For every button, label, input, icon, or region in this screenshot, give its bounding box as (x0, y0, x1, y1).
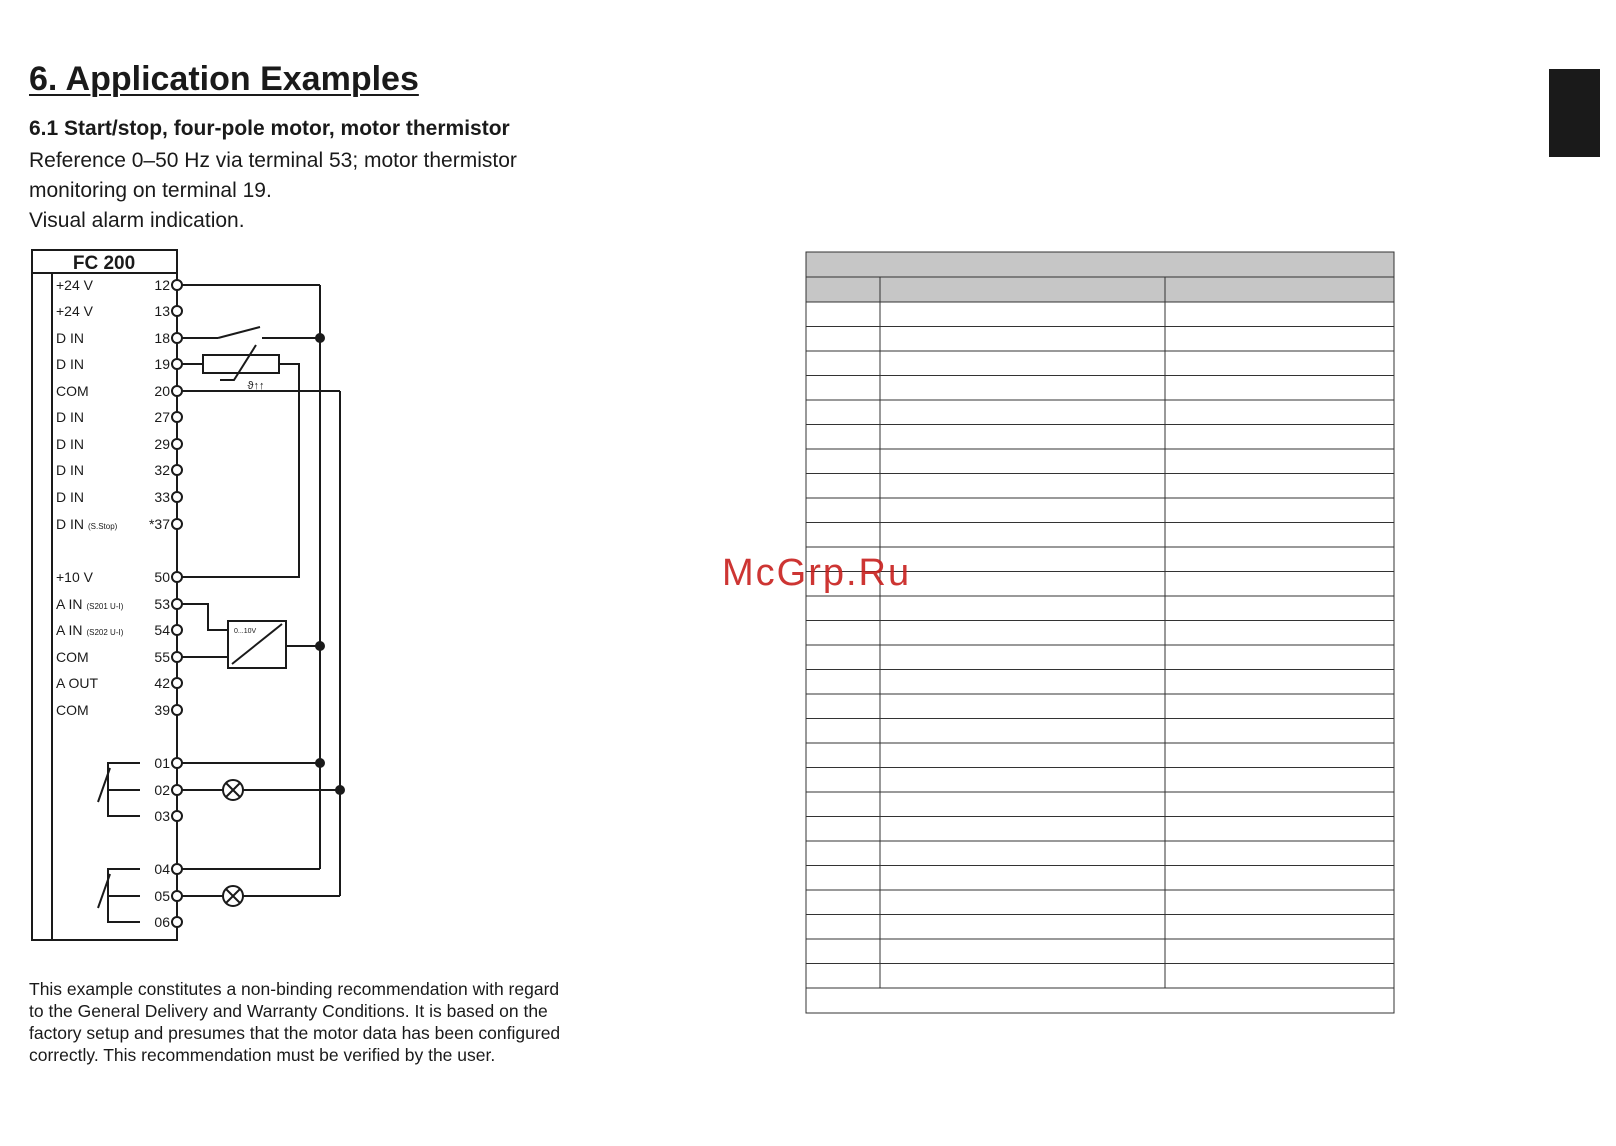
section-subtitle: 6.1 Start/stop, four-pole motor, motor thermistor (29, 117, 510, 140)
terminal-point (172, 652, 182, 662)
terminal-number: 13 (154, 303, 170, 319)
terminal-point (172, 465, 182, 475)
terminal-number: *37 (148, 516, 170, 532)
terminal-label: D IN (56, 436, 84, 452)
terminal-point (172, 785, 182, 795)
terminal-label: +24 V (56, 277, 93, 293)
terminal-label: COM (56, 383, 89, 399)
terminal-number: 54 (154, 622, 170, 638)
disclaimer-text (29, 978, 669, 1066)
terminal-point (172, 439, 182, 449)
terminal-label: D IN (56, 462, 84, 478)
disclaimer-line: factory setup and presumes that the motor data has been configured (29, 1023, 561, 1043)
terminal-label: COM (56, 649, 89, 665)
terminal-point (172, 572, 182, 582)
terminal-number: 01 (154, 755, 170, 771)
disclaimer-line: correctly. This recommendation must be verified by the user. (29, 1045, 496, 1065)
terminal-point (172, 625, 182, 635)
junction-dot (315, 758, 325, 768)
junction-dot (315, 333, 325, 343)
terminal-number: 02 (154, 782, 170, 798)
device-outline (32, 250, 177, 940)
terminal-point (172, 758, 182, 768)
terminal-label: A IN (S201 U-I) (56, 596, 124, 612)
terminal-label: D IN (56, 356, 84, 372)
terminal-point (172, 519, 182, 529)
terminal-point (172, 306, 182, 316)
wiring-diagram (0, 0, 700, 960)
junction-dot (315, 641, 325, 651)
alarm-lamp-2-icon (223, 886, 243, 906)
terminal-number: 42 (154, 675, 170, 691)
parameter-table (805, 251, 1395, 1066)
terminal-label: A IN (S202 U-I) (56, 622, 124, 638)
terminal-number: 55 (154, 649, 170, 665)
disclaimer-line: This example constitutes a non-binding recommendation with regard (29, 979, 560, 999)
device-label: FC 200 (72, 253, 136, 274)
terminal-number: 03 (154, 808, 170, 824)
terminal-number: 39 (154, 702, 170, 718)
description-line: Reference 0–50 Hz via terminal 53; motor thermistor (29, 149, 517, 172)
terminal-number: 32 (154, 462, 170, 478)
converter-label: 0...10V (234, 628, 257, 635)
description-line: monitoring on terminal 19. (29, 179, 272, 202)
terminal-point (172, 917, 182, 927)
terminal-point (172, 386, 182, 396)
terminal-point (172, 864, 182, 874)
chapter-tab (1549, 69, 1600, 157)
terminal-number: 53 (154, 596, 170, 612)
terminal-number: 06 (154, 914, 170, 930)
alarm-lamp-1-icon (223, 780, 243, 800)
terminal-point (172, 492, 182, 502)
terminal-label: +24 V (56, 303, 93, 319)
terminal-point (172, 811, 182, 821)
terminal-label: D IN (56, 489, 84, 505)
terminal-number: 20 (154, 383, 170, 399)
terminal-label: D IN (56, 409, 84, 425)
terminal-point (172, 678, 182, 688)
terminal-number: 33 (154, 489, 170, 505)
thermistor-slash (220, 345, 256, 380)
terminal-label: COM (56, 702, 89, 718)
terminal-number: 50 (154, 569, 170, 585)
terminal-label: D IN (S.Stop) (56, 516, 118, 532)
terminal-number: 19 (154, 356, 170, 372)
terminal-number: 12 (154, 277, 170, 293)
terminal-label: D IN (56, 330, 84, 346)
terminal-number: 04 (154, 861, 170, 877)
watermark: McGrp.Ru (722, 552, 912, 594)
wire-thermistor-50 (182, 364, 299, 577)
terminal-number: 29 (154, 436, 170, 452)
terminal-point (172, 599, 182, 609)
start-switch (218, 327, 260, 338)
disclaimer-line: to the General Delivery and Warranty Conditions. It is based on the (29, 1001, 548, 1021)
description-line: Visual alarm indication. (29, 209, 245, 232)
terminal-point (172, 333, 182, 343)
table-border (806, 252, 1394, 1013)
thermistor-symbol: ϑ↑↑ (247, 380, 265, 392)
terminal-number: 27 (154, 409, 170, 425)
terminal-label: A OUT (56, 675, 99, 691)
terminal-label: +10 V (56, 569, 93, 585)
junction-dot (335, 785, 345, 795)
terminal-point (172, 359, 182, 369)
terminal-point (172, 705, 182, 715)
terminal-point (172, 280, 182, 290)
terminal-number: 18 (154, 330, 170, 346)
terminal-point (172, 891, 182, 901)
terminal-point (172, 412, 182, 422)
wire-53 (182, 604, 228, 630)
page-title: 6. Application Examples (29, 60, 419, 98)
terminal-number: 05 (154, 888, 170, 904)
